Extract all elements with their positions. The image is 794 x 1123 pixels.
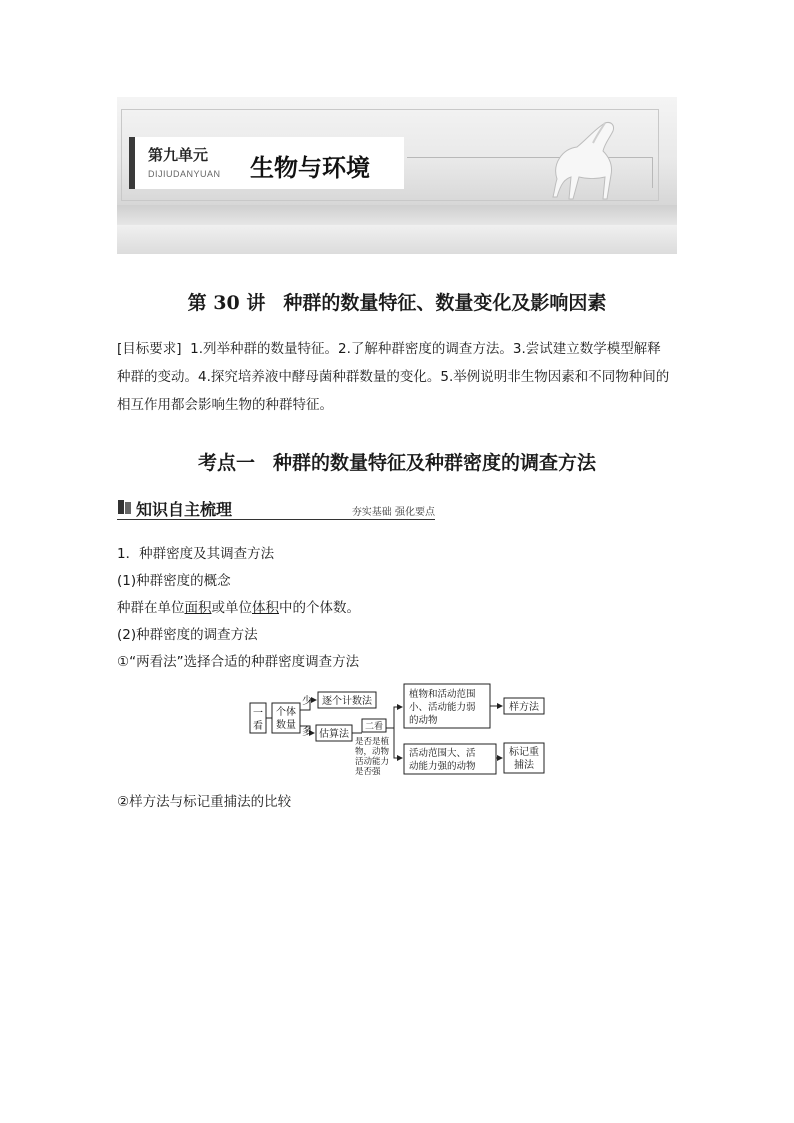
heading-1-1: (1)种群密度的概念 — [117, 573, 231, 589]
plants-1: 植物和活动范围 — [409, 689, 476, 700]
def-volume: 体积 — [252, 600, 279, 616]
criteria-3: 活动能力 — [355, 757, 390, 767]
objectives-label: [目标要求] — [117, 341, 182, 357]
few-label: 少 — [302, 696, 312, 707]
unit-label: 第九单元 — [148, 147, 209, 164]
second-look-label: 二看 — [364, 722, 384, 732]
criteria-2: 物，动物 — [355, 747, 390, 757]
lecture-name: 种群的数量特征、数量变化及影响因素 — [283, 292, 607, 314]
quadrat-label: 样方法 — [509, 702, 539, 713]
def-area: 面积 — [184, 600, 212, 616]
animals-1: 活动范围大、活 — [409, 748, 476, 759]
item-2: ②样方法与标记重捕法的比较 — [117, 794, 292, 810]
def-pre: 种群在单位 — [117, 600, 185, 616]
objectives-line-2: 种群的变动。4.探究培养液中酵母菌种群数量的变化。5.举例说明非生物因素和不同物种间的 — [117, 369, 670, 385]
first-look-1: 一 — [253, 708, 263, 719]
heading-1-2: (2)种群密度的调查方法 — [117, 627, 258, 643]
objectives-line-3: 相互作用都会影响生物的种群特征。 — [117, 397, 333, 413]
mark-recapture-2: 捕法 — [514, 760, 534, 771]
first-look-2: 看 — [253, 721, 263, 732]
criteria-1: 是否是植 — [355, 737, 390, 747]
section-name: 种群的数量特征及种群密度的调查方法 — [273, 452, 597, 474]
def-mid: 或单位 — [211, 600, 252, 616]
plants-arrow — [386, 707, 402, 728]
mark-recapture-1: 标记重 — [509, 747, 539, 758]
criteria-4: 是否强 — [355, 767, 381, 777]
estimate-label: 估算法 — [319, 729, 349, 740]
unit-pinyin: DIJIUDANYUAN — [148, 169, 221, 179]
item-1: ①“两看法”选择合适的种群密度调查方法 — [117, 654, 360, 670]
heading-1: 1．种群密度及其调查方法 — [117, 546, 275, 562]
knowledge-subtitle: 夯实基础 强化要点 — [351, 507, 435, 518]
plants-2: 小、活动能力弱 — [409, 702, 476, 713]
plants-3: 的动物 — [409, 715, 438, 726]
def-post: 中的个体数。 — [279, 600, 360, 616]
many-label: 多 — [302, 727, 312, 738]
animals-2: 动能力强的动物 — [409, 761, 476, 772]
unit-name: 生物与环境 — [250, 155, 370, 182]
individual-count-1: 个体 — [276, 707, 296, 718]
lecture-number: 第 30 讲 — [187, 292, 266, 314]
section-number: 考点一 — [197, 452, 255, 474]
count-each-label: 逐个计数法 — [322, 696, 372, 707]
knowledge-title: 知识自主梳理 — [136, 502, 233, 519]
individual-count-2: 数量 — [276, 720, 296, 731]
objectives-text-1: 1.列举种群的数量特征。2.了解种群密度的调查方法。3.尝试建立数学模型解释 — [190, 341, 661, 357]
